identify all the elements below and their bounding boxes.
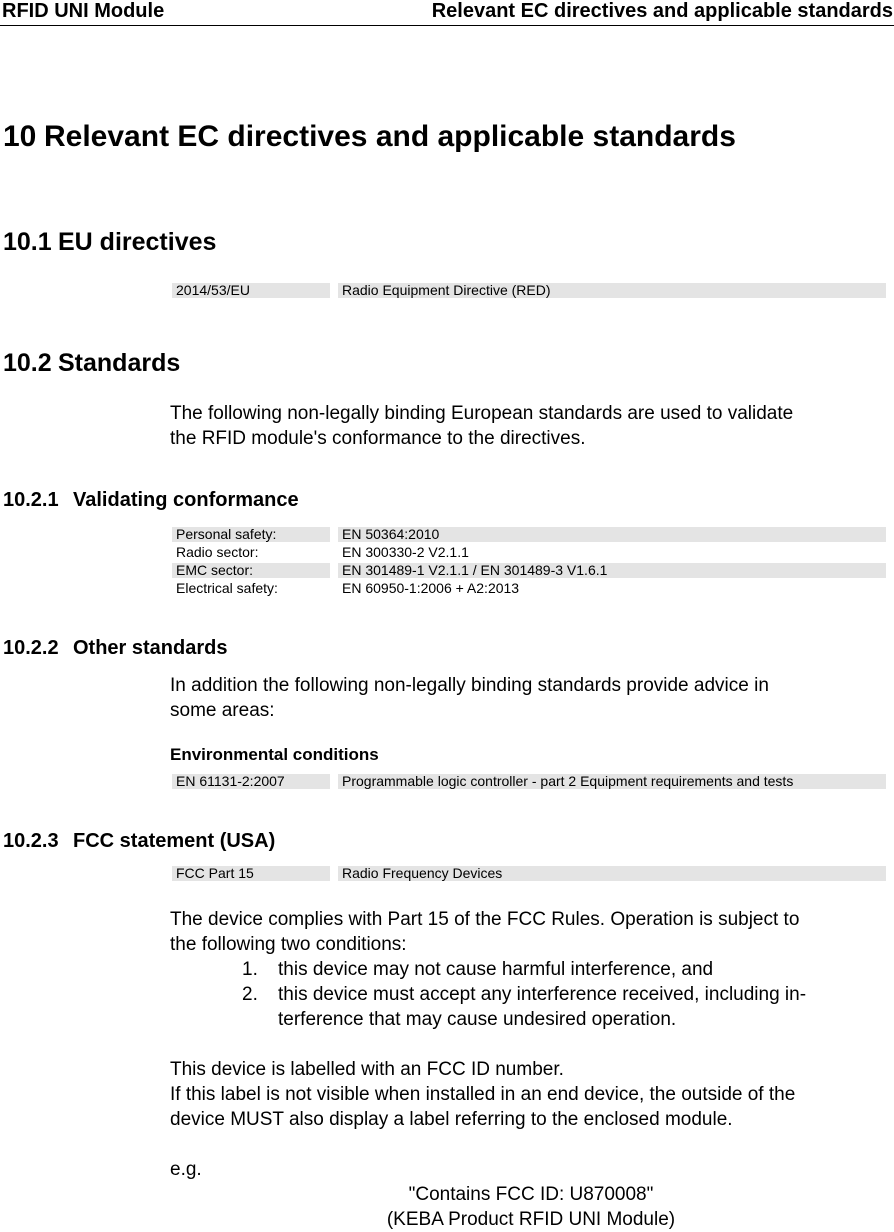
table-cell-value: Programmable logic controller - part 2 Equipment requirements and tests	[338, 774, 886, 789]
section-title: EU directives	[58, 228, 217, 256]
chapter-title: Relevant EC directives and applicable standards	[44, 120, 736, 153]
example-line: "Contains FCC ID: U870008"	[408, 1184, 654, 1205]
subsection-title: Validating conformance	[73, 489, 299, 511]
header-section-title: Relevant EC directives and applicable standards	[431, 0, 893, 22]
fcc-example-label	[0, 1182, 894, 1232]
table-row	[172, 283, 886, 298]
section-heading-standards	[3, 349, 180, 378]
text-line: the following two conditions:	[170, 934, 407, 955]
text-line: the RFID module's conformance to the directives.	[170, 428, 586, 449]
table-cell-key: Radio sector:	[176, 544, 259, 560]
section-number: 10.2	[3, 349, 52, 377]
table-cell-value: EN 300330-2 V2.1.1	[342, 544, 469, 560]
table-cell-key: FCC Part 15	[172, 866, 330, 881]
other-standards-intro	[170, 673, 769, 723]
table-cell-key: Personal safety:	[172, 527, 330, 542]
validating-conformance-table	[172, 527, 886, 599]
table-cell-value: EN 301489-1 V2.1.1 / EN 301489-3 V1.6.1	[338, 563, 886, 578]
table-cell-key: 2014/53/EU	[172, 283, 330, 298]
fcc-table	[172, 866, 886, 884]
text-line: device MUST also display a label referring to the enclosed module.	[170, 1109, 733, 1130]
subsection-heading-fcc	[3, 830, 275, 853]
table-cell-key: EMC sector:	[172, 563, 330, 578]
text-line: If this label is not visible when installed in an end device, the outside of the	[170, 1084, 796, 1105]
table-row	[172, 527, 886, 542]
environmental-conditions-heading: Environmental conditions	[170, 745, 379, 764]
text-line: The device complies with Part 15 of the FCC Rules. Operation is subject to	[170, 909, 800, 930]
list-item-text: this device may not cause harmful interference, and	[278, 959, 714, 980]
list-item	[242, 982, 806, 1032]
text-line: some areas:	[170, 700, 275, 721]
subsection-number: 10.2.3	[3, 830, 59, 852]
environmental-conditions-table	[172, 774, 886, 792]
standards-intro	[170, 401, 793, 451]
eu-directives-table	[172, 283, 886, 301]
chapter-number: 10	[3, 120, 37, 153]
list-item-text-continued: terference that may cause undesired operation.	[278, 1009, 677, 1030]
fcc-label-paragraph	[170, 1057, 795, 1132]
subsection-title: FCC statement (USA)	[73, 830, 276, 852]
subsection-number: 10.2.1	[3, 489, 59, 511]
subsection-heading-validating	[3, 489, 299, 512]
text-line: The following non-legally binding European standards are used to validate	[170, 403, 794, 424]
example-prefix: e.g.	[170, 1159, 202, 1180]
example-line: (KEBA Product RFID UNI Module)	[386, 1209, 676, 1230]
table-row	[172, 774, 886, 789]
section-title: Standards	[58, 349, 181, 377]
list-item-number: 2.	[242, 984, 258, 1005]
table-cell-value: Radio Frequency Devices	[338, 866, 886, 881]
table-cell-key: Electrical safety:	[176, 580, 278, 596]
subsection-number: 10.2.2	[3, 637, 59, 659]
section-number: 10.1	[3, 228, 52, 256]
header-rule	[0, 25, 894, 26]
table-cell-value: EN 60950-1:2006 + A2:2013	[342, 580, 520, 596]
table-row	[172, 545, 886, 560]
table-cell-key: EN 61131-2:2007	[172, 774, 330, 789]
section-heading-eu-directives	[3, 228, 216, 257]
table-cell-value: EN 50364:2010	[338, 527, 886, 542]
subsection-title: Other standards	[73, 637, 228, 659]
subsection-heading-other	[3, 637, 227, 660]
fcc-conditions-list	[242, 957, 806, 1032]
header-module-name: RFID UNI Module	[2, 0, 165, 22]
list-item-number: 1.	[242, 959, 258, 980]
table-cell-value: Radio Equipment Directive (RED)	[338, 283, 886, 298]
table-row	[172, 866, 886, 881]
table-row	[172, 581, 886, 596]
text-line: In addition the following non-legally binding standards provide advice in	[170, 675, 769, 696]
list-item-text: this device must accept any interference received, including in-	[278, 984, 807, 1005]
fcc-compliance-paragraph	[170, 907, 799, 957]
table-row	[172, 563, 886, 578]
text-line: This device is labelled with an FCC ID number.	[170, 1059, 564, 1080]
chapter-heading	[3, 120, 736, 154]
list-item	[242, 957, 806, 982]
